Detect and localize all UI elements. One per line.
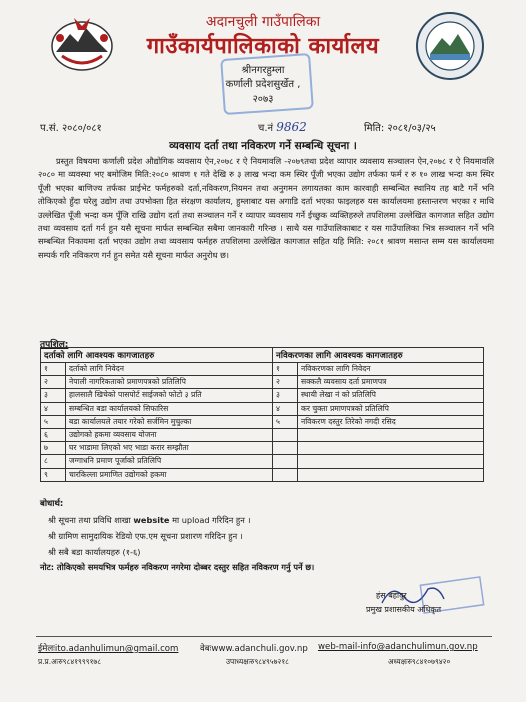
office-name: गाउँकार्यपालिकाको कार्यालय [146, 34, 380, 59]
renew-number: ३ [273, 389, 298, 402]
reg-document: बडा कार्यालयले तयार गरेको सर्जमिन मुचुल्का [66, 415, 273, 428]
table-row [41, 442, 484, 455]
municipality-seal-icon [414, 10, 486, 82]
reg-number: ५ [41, 415, 66, 428]
copy-to-radio: श्री ग्रामिण सामुदायिक रेडियो एफ.एम सूचना प्रशारण गरिदिन हुन । [48, 531, 243, 541]
footer-email[interactable]: ईमेलःito.adanhulimun@gmail.com [38, 644, 179, 654]
renew-number [273, 455, 298, 468]
letter-date: मिति: २०८१/०३/२५ [364, 123, 436, 134]
signatory-title: प्रमुख प्रशासकीय अधिकृत [366, 605, 442, 614]
renew-document: कर चुक्ता प्रमाणपत्रको प्रतिलिपि [298, 402, 484, 415]
reg-document: उद्योगको हकमा व्यवसाय योजना [66, 428, 273, 441]
copy-to-it-pre: श्री सूचना तथा प्रविधि शाखा [48, 515, 134, 525]
footer-webmail[interactable]: web-mail-info@adanchulimun.gov.np [318, 642, 478, 652]
reg-document: हालसालै खिचेको पासपोर्ट साईजको फोटो ३ प्रति [66, 389, 273, 402]
reg-number: १ [41, 363, 66, 376]
notice-body: प्रस्तुत विषयमा कर्णाली प्रदेश औद्योगिक व्यवसाय ऐन,२०७८ र ऐ नियमावलि -२०७९तथा प्रदेश व्यापार व्यवसाय सञ्चालन ऐन,२०७८ र ऐ नियमावलि २०८० मा व्यवस्था भए बमोजिम मिति:२०८० श्रावण १ गते देखि रु ३ लाख भन्दा कम स्थिर पूँजी भएका उद्योग तर्फका फर्म र रु १० लाख भन्दा कम स्थिर पूँजी भएका बाणिज्य तर्फका प्राईभेट फर्महरुको दर्ता,नविकरण,नियमन तथा अनुगमन लगायतका काम कारवाही सम्बन्धित स्थानिय तह बाटै गर्ने भनि तोकिएको हुँदा घरेलु उद्योग तथा उपभोक्ता हित संरक्षण कार्यालय, हुम्लाबाट यस अगाडि दर्ता भएका फाइलहरु यस कार्यालयमा हस्तान्तरण भएका र माथि उल्लेखित पूँजी भन्दा कम पूँजि राखि उद्योग दर्ता तथा सञ्चालन गर्ने र व्यापार व्यवसाय गर्ने ईच्छुक व्यक्तिहरुले तपशिलमा उल्लेखित कागजात सहित उद्योग तथा व्यवसाय दर्ता गर्न हुन यसै सूचना मार्फत सम्बन्धित सबैमा जानकारी गरिन्छ । साथै यस गाउँपालिकाबाट र यस गाउँपालिका भित्र सञ्चालन गर्ने भनि सम्बन्धित निकायमा दर्ता भएका उद्योग तथा व्यवसाय फर्महरु तपशिलमा उल्लेखित कागजात सहित यहि मिति: २०८१ श्रावण मसान्त सम्म यस कार्यालयमा सम्पर्क गरि नविकरण गर्न हुन समेत यसै सूचना मार्फत अनुरोध छ। [38, 156, 494, 260]
reg-number: ८ [41, 455, 66, 468]
registration-header: दर्ताको लागि आवश्यक कागजातहरु [41, 348, 273, 363]
address-line-2: कर्णाली प्रदेशसुर्खेत , [225, 79, 301, 90]
copy-to-it-section [48, 515, 250, 526]
footer-chief-phone: प्र.प्र.अःरु९८४१९९९१७८ [38, 657, 102, 666]
reg-number: ६ [41, 428, 66, 441]
reg-number: ७ [41, 442, 66, 455]
dispatch-value: 9862 [276, 120, 307, 134]
renew-number: १ [273, 363, 298, 376]
table-row [41, 428, 484, 441]
important-note: नोट: तोकिएको समयभित्र फर्महरु नविकरण नगरेमा दोब्बर दस्तुर सहित नविकरण गर्नु पर्ने छ। [40, 562, 315, 572]
table-row [41, 455, 484, 468]
reg-document: दर्ताको लागि निवेदन [66, 363, 273, 376]
renew-document [298, 468, 484, 481]
signatory-name: हंस बहादुर [376, 591, 407, 600]
footer-divider [36, 636, 492, 637]
footer-website[interactable]: वेबःwww.adanchuli.gov.np [200, 644, 308, 654]
renew-number [273, 468, 298, 481]
renew-number: ४ [273, 402, 298, 415]
reg-number: ३ [41, 389, 66, 402]
renew-document [298, 428, 484, 441]
reg-number: ९ [41, 468, 66, 481]
table-row [41, 376, 484, 389]
reg-document: सम्बन्धित बडा कार्यालयको सिफारिस [66, 402, 273, 415]
table-row [41, 415, 484, 428]
address-line-1: श्रीनगरहुम्ला [241, 65, 285, 76]
renew-document [298, 442, 484, 455]
reg-document: जग्गाधनि प्रमाण पूर्जाको प्रतिलिपि [66, 455, 273, 468]
renew-document: स्थायी लेखा नं को प्रतिलिपि [298, 389, 484, 402]
footer-deputy-phone: उपाध्यक्षःरु९८४९५७२१८ [226, 657, 290, 666]
renewal-header: नविकरणका लागि आवश्यक कागजातहरु [273, 348, 484, 363]
copy-to-wards: श्री सबै बडा कार्यालयहरु (१-६) [48, 547, 141, 557]
reg-document: चारकिल्ला प्रमाणित उद्योगको हकमा [66, 468, 273, 481]
table-row [41, 468, 484, 481]
copy-to-title: बोधार्थ: [40, 499, 64, 509]
requirements-table [40, 347, 484, 482]
table-row [41, 363, 484, 376]
renew-document [298, 455, 484, 468]
renew-document: सक्कलै व्यवसाय दर्ता प्रमाणपत्र [298, 376, 484, 389]
renew-document: नविकरणका लागि निवेदन [298, 363, 484, 376]
renew-number: ५ [273, 415, 298, 428]
renew-number [273, 428, 298, 441]
subject-line: व्यवसाय दर्ता तथा नविकरण गर्ने सम्बन्धि सूचना । [169, 140, 357, 152]
details-title: तपशिल: [40, 340, 69, 350]
address-line-3: २०७३ [252, 94, 274, 105]
reference-number: प.सं. २०८०/०८१ [40, 123, 102, 134]
municipality-name: अदानचुली गाउँपालिका [205, 14, 321, 30]
reg-document: नेपाली नागरिकताको प्रमाणपत्रको प्रतिलिपि [66, 376, 273, 389]
reg-number: ४ [41, 402, 66, 415]
renew-number [273, 442, 298, 455]
copy-to-it-web: website [133, 515, 170, 525]
dispatch-number [258, 120, 307, 134]
dispatch-label: च.नं [258, 123, 274, 134]
renew-number: २ [273, 376, 298, 389]
table-row [41, 402, 484, 415]
table-row [41, 389, 484, 402]
table-header-row [41, 348, 484, 363]
copy-to-it-post: मा upload गरिदिन हुन । [169, 515, 251, 525]
footer-chair-phone: अध्यक्षःरु९८४१०७९४२० [388, 657, 451, 666]
reg-number: २ [41, 376, 66, 389]
reg-document: घर भाडामा लिएको भए भाडा करार सम्झौता [66, 442, 273, 455]
renew-document: नविकरण दस्तुर तिरेको नगदी रसिद [298, 415, 484, 428]
